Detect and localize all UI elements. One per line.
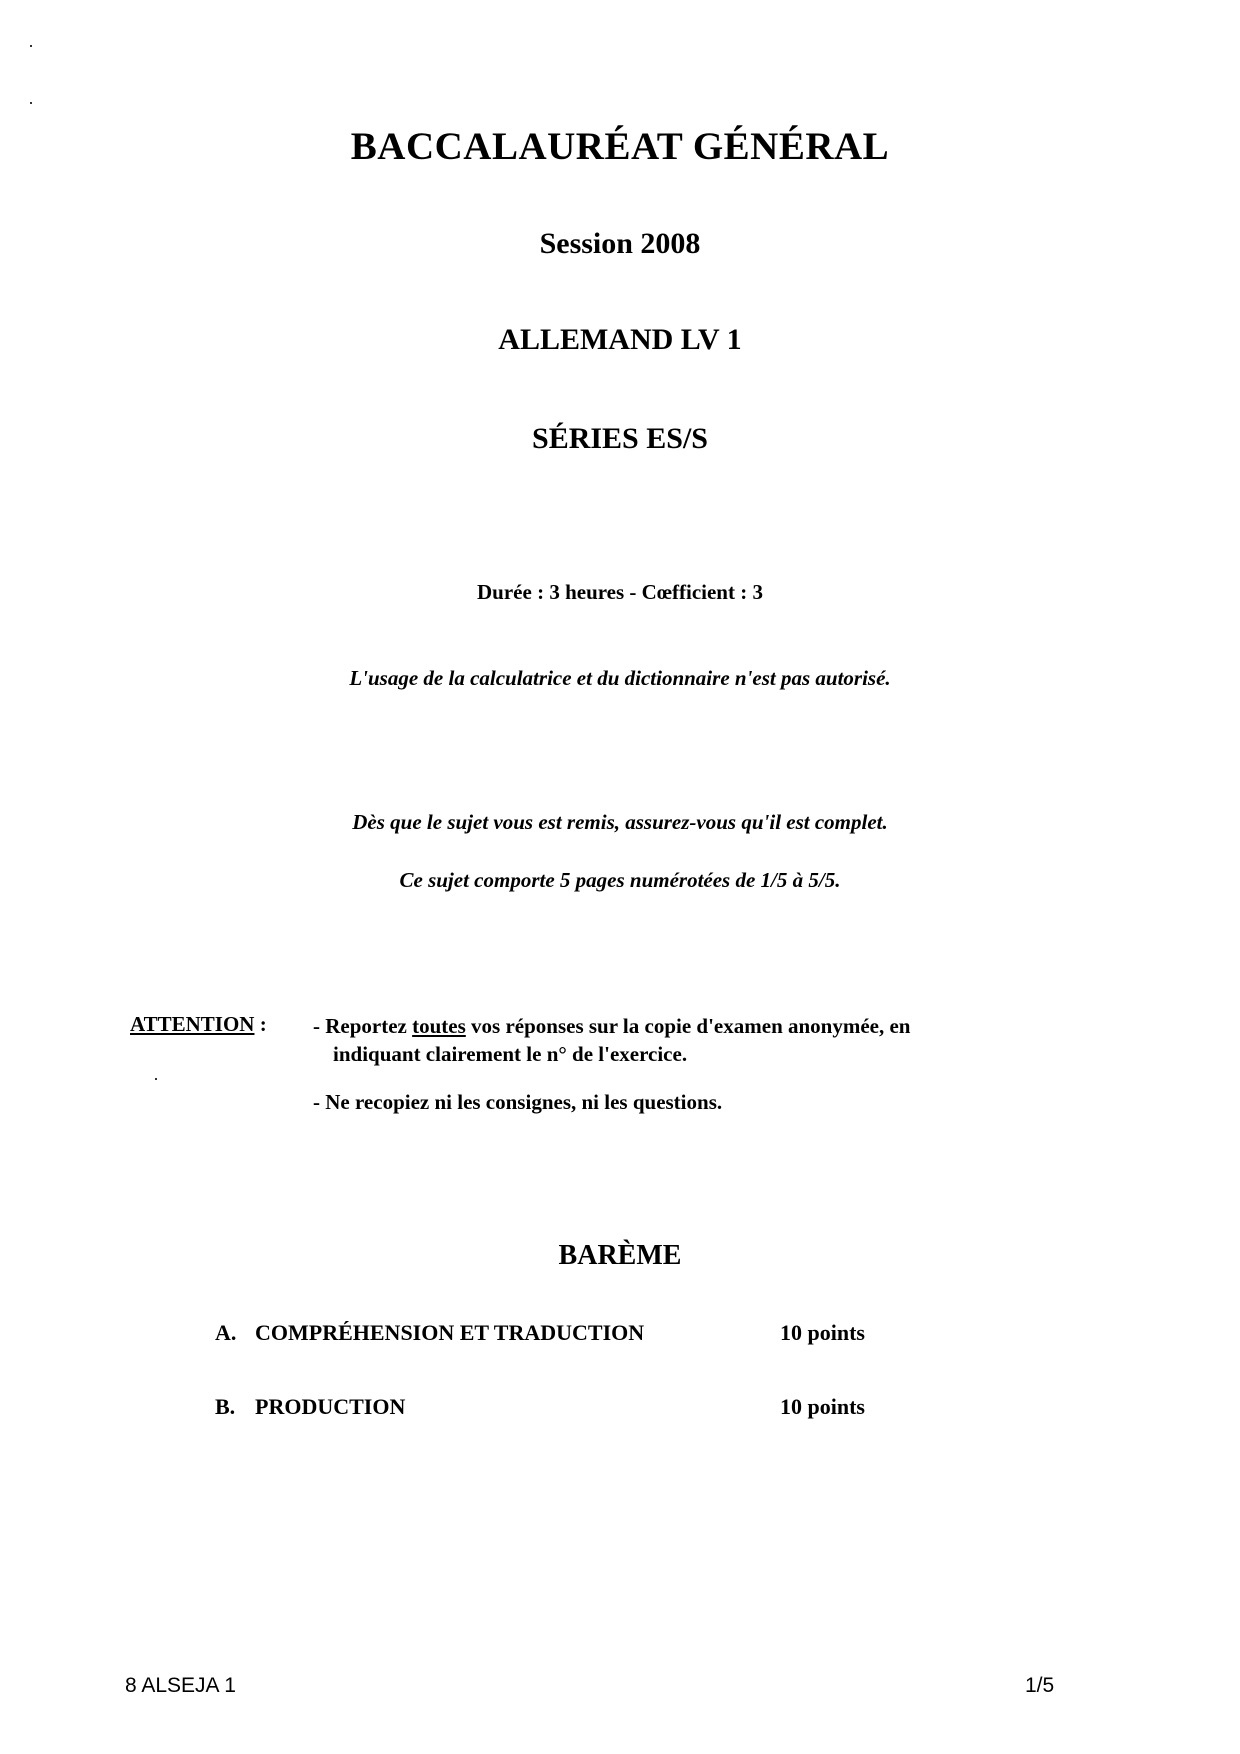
attention-item-2: - Ne recopiez ni les consignes, ni les questions. [313,1090,723,1114]
scan-speck [155,1078,157,1080]
exam-title: BACCALAURÉAT GÉNÉRAL [350,125,890,168]
session-year: Session 2008 [539,227,701,260]
bareme-row-letter: A. [215,1320,237,1345]
bareme-row-points: 10 points [780,1394,865,1419]
series-title: SÉRIES ES/S [532,422,708,455]
attention-item-1-emphasis: toutes [412,1014,466,1038]
attention-item-1-prefix: - Reportez [313,1014,413,1038]
completeness-notice: Dès que le sujet vous est remis, assurez-vous qu'il est complet. [352,810,888,834]
scan-speck [30,45,32,47]
bareme-row-name: COMPRÉHENSION ET TRADUCTION [255,1320,645,1345]
attention-label [130,1012,267,1037]
footer-exam-code: 8 ALSEJA 1 [125,1674,236,1697]
attention-item-1-suffix: vos réponses sur la copie d'examen anonymée, en [465,1014,911,1038]
attention-word: ATTENTION [130,1012,255,1036]
bareme-title: BARÈME [558,1240,682,1271]
bareme-row-name: PRODUCTION [255,1394,406,1419]
bareme-row-letter: B. [215,1394,236,1419]
usage-notice: L'usage de la calculatrice et du dictionnaire n'est pas autorisé. [349,666,891,690]
subject-title: ALLEMAND LV 1 [498,323,742,356]
attention-item-1 [313,1012,911,1040]
bareme-row-points: 10 points [780,1320,865,1345]
footer-page-number: 1/5 [1025,1674,1055,1697]
attention-colon: : [254,1012,267,1036]
duration-coefficient: Durée : 3 heures - Cœfficient : 3 [477,580,763,604]
scan-speck [30,102,32,104]
page-count-notice: Ce sujet comporte 5 pages numérotées de 1/5 à 5/5. [399,868,841,892]
attention-item-1-continuation: indiquant clairement le n° de l'exercice. [333,1042,688,1066]
